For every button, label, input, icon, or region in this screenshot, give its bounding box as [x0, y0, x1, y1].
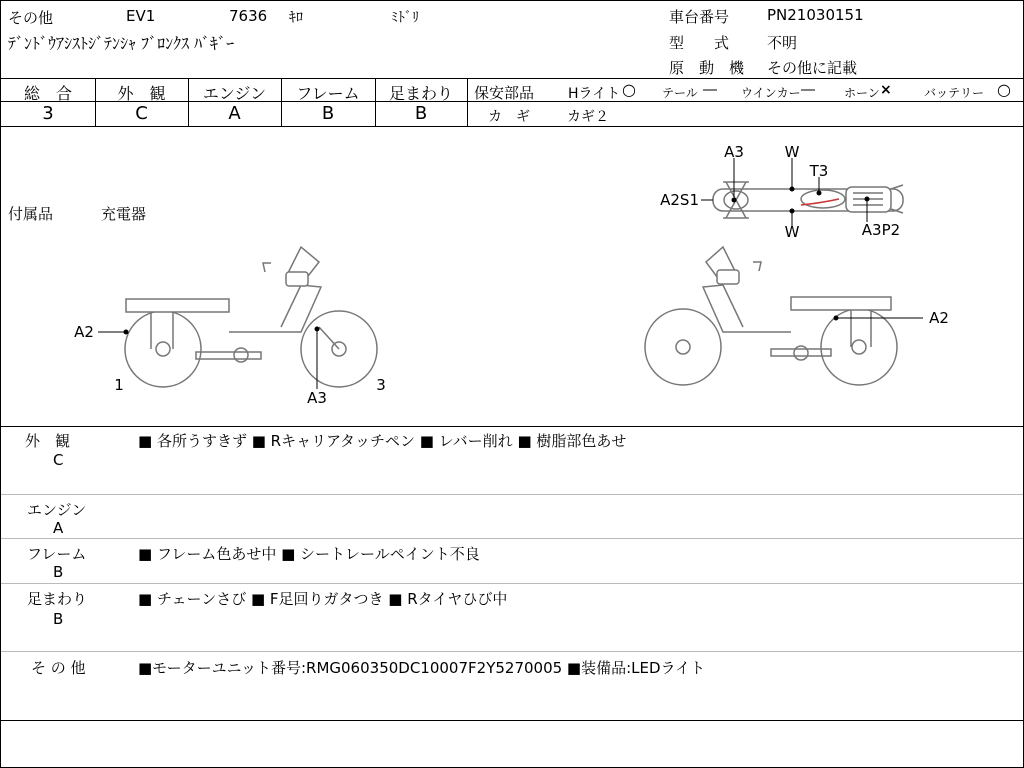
diagram-label: T3: [809, 162, 829, 180]
divider: [1, 651, 1023, 652]
model-label: 型 式: [669, 34, 730, 52]
remark-grade-suspension: B: [53, 610, 64, 628]
engine-label: 原 動 機: [669, 59, 745, 77]
divider: [1, 720, 1023, 721]
engine-value: その他に記載: [767, 59, 858, 77]
vehicle-name: ﾃﾞﾝﾄﾞｳｱｼｽﾄｼﾞﾃﾝｼｬ ﾌﾞﾛﾝｸｽ ﾊﾞｷﾞｰ: [8, 34, 235, 53]
maker-code: EV1: [126, 7, 156, 25]
winker-label: ウインカー: [741, 86, 801, 100]
grade-header-overall: 総 合: [23, 84, 72, 103]
model-number: 7636: [229, 7, 268, 25]
diagram-label: A2: [74, 323, 94, 341]
divider: [467, 78, 468, 126]
headlight-label: Hライト: [568, 86, 621, 102]
grade-header-exterior: 外 観: [117, 84, 166, 103]
key-value: カギ２: [567, 109, 609, 125]
remark-grade-frame: B: [53, 563, 64, 581]
diagram-label: 1: [114, 376, 124, 394]
diagram-label: 3: [376, 376, 386, 394]
diagram-label: A2: [929, 309, 949, 327]
grade-value-exterior: C: [135, 103, 148, 124]
category: その他: [8, 9, 54, 27]
frame-no: PN21030151: [767, 6, 864, 24]
remark-label-exterior: 外 観: [25, 432, 71, 450]
remark-text-suspension: ■ チェーンさび ■ F足回りガタつき ■ Rタイヤひび中: [138, 590, 508, 608]
divider: [1, 494, 1023, 495]
diagram-label: A3: [307, 389, 327, 407]
grade-header-suspension: 足まわり: [388, 84, 453, 103]
diagram-label: W: [784, 223, 800, 241]
remark-text-other: ■モーターユニット番号:RMG060350DC10007F2Y5270005 ■装備品:LEDライト: [138, 659, 706, 677]
grade-value-suspension: B: [414, 103, 428, 124]
battery-mark: ○: [997, 80, 1011, 99]
grade-value-frame: B: [321, 103, 335, 124]
battery-label: バッテリー: [924, 86, 985, 100]
tail-label: テール: [662, 86, 698, 100]
divider: [1, 583, 1023, 584]
left-side-illustration: [125, 247, 377, 387]
grade-value-engine: A: [228, 103, 241, 124]
grade-header-frame: フレーム: [296, 84, 360, 103]
tail-mark: ―: [703, 82, 717, 98]
remark-grade-exterior: C: [53, 451, 64, 469]
color: ﾐﾄﾞﾘ: [391, 10, 419, 26]
remark-text-frame: ■ フレーム色あせ中 ■ シートレールペイント不良: [138, 545, 480, 563]
remark-label-engine: エンジン: [27, 501, 87, 519]
diagram-label: A2S1: [660, 191, 699, 209]
remark-label-suspension: 足まわり: [27, 590, 88, 608]
diagram-label: A3P2: [861, 221, 901, 239]
winker-mark: ―: [801, 82, 815, 98]
top-view-illustration: [713, 182, 903, 218]
remark-label-other: そ の 他: [31, 659, 86, 677]
model-value: 不明: [767, 34, 798, 52]
divider: [1, 426, 1023, 427]
diagram-label: A3: [724, 143, 744, 161]
key-label: カ ギ: [488, 109, 530, 125]
horn-label: ホーン: [844, 86, 880, 100]
divider: [1, 538, 1023, 539]
headlight-mark: ○: [622, 80, 636, 99]
right-side-illustration: [645, 247, 897, 385]
horn-mark: ×: [880, 82, 892, 98]
remark-grade-engine: A: [53, 519, 64, 537]
divider: [1, 78, 1023, 79]
accessories-value: 充電器: [101, 205, 147, 223]
frame-no-label: 車台番号: [669, 8, 730, 26]
safety-label: 保安部品: [474, 84, 535, 102]
remark-text-exterior: ■ 各所うすきず ■ Rキャリアタッチペン ■ レバー削れ ■ 樹脂部色あせ: [138, 432, 627, 450]
vehicle-diagram: [1, 127, 1023, 427]
accessories-label: 付属品: [8, 205, 54, 223]
model-suffix: ｷﾛ: [289, 10, 303, 26]
grade-value-overall: 3: [42, 103, 54, 124]
diagram-label: W: [784, 143, 800, 161]
grade-header-engine: エンジン: [202, 84, 267, 103]
remark-label-frame: フレーム: [27, 545, 87, 563]
